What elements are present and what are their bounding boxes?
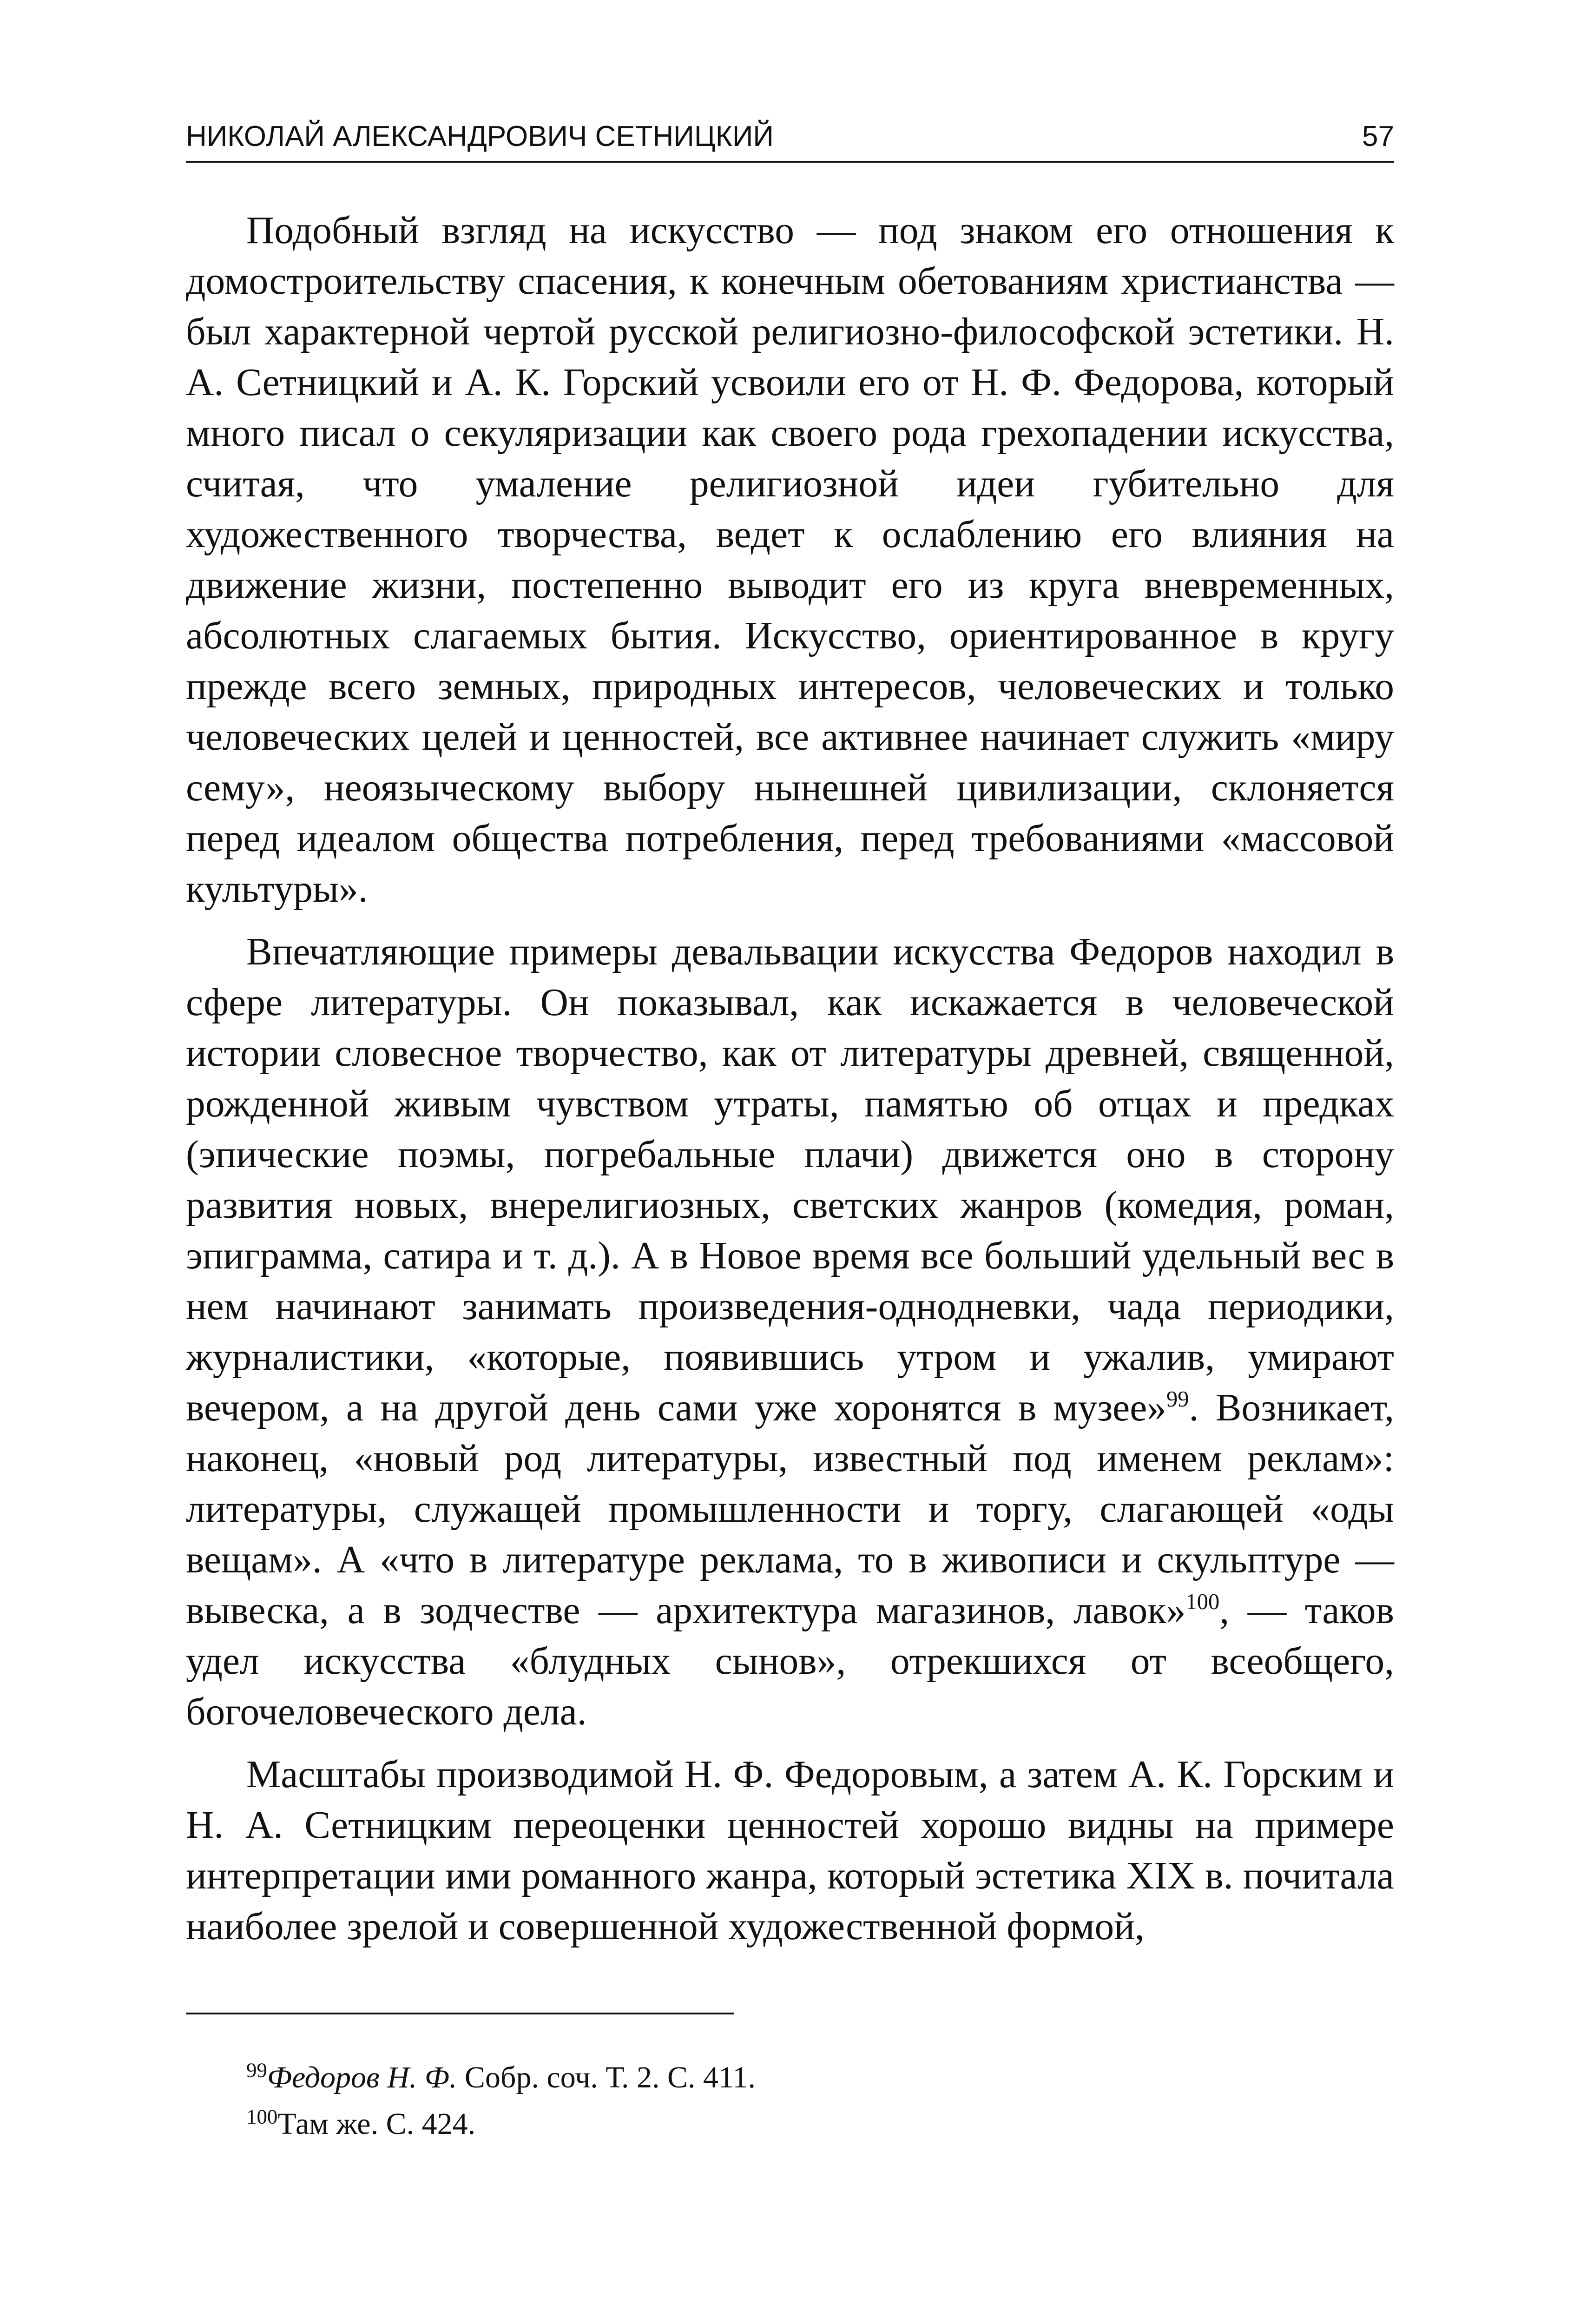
footnote-number: 99	[246, 2058, 267, 2082]
footnote-text: Там же. С. 424.	[277, 2107, 476, 2141]
footnote-99	[186, 2054, 1394, 2101]
page-number: 57	[1362, 120, 1394, 152]
running-head	[186, 121, 1394, 163]
paragraph-2-part-3: , — таков удел искусства «блудных сынов», отрекшихся от всеобщего, богочеловеческого дела.	[186, 1589, 1394, 1734]
footnote-number: 100	[246, 2105, 278, 2128]
paragraph-2	[186, 927, 1394, 1737]
footnote-ref-100[interactable]: 100	[1185, 1590, 1220, 1615]
footnote-text: Собр. соч. Т. 2. С. 411.	[457, 2060, 756, 2094]
paragraph-2-part-2: . Возникает, наконец, «новый род литературы, известный под именем реклам»: литературы, служащей промышленности и торгу, слагающей «оды вещам». А «что в литературе реклама, то в живописи и скульптуре — вывеска, а в зодчестве — архитектура магазинов, лавок»	[186, 1386, 1395, 1632]
footnote-100	[186, 2101, 1394, 2147]
main-text	[186, 205, 1394, 1952]
running-title: НИКОЛАЙ АЛЕКСАНДРОВИЧ СЕТНИЦКИЙ	[186, 120, 774, 152]
footnote-ref-99[interactable]: 99	[1166, 1387, 1189, 1412]
book-page	[186, 121, 1394, 2259]
paragraph-2-part-1: Впечатляющие примеры девальвации искусства Федоров находил в сфере литературы. Он показывал, как искажается в человеческой истории словесное творчество, как от литературы древней, священной, рожденной живым чувством утраты, памятью об отцах и предках (эпические поэмы, погребальные плачи) движется оно в сторону развития новых, внерелигиозных, светских жанров (комедия, роман, эпиграмма, сатира и т. д.). А в Новое время все больший удельный вес в нем начинают занимать произведения-однодневки, чада периодики, журналистики, «которые, появившись утром и ужалив, умирают вечером, а на другой день сами уже хоронятся в музее»	[186, 931, 1394, 1430]
footnote-author: Федоров Н. Ф.	[267, 2060, 457, 2094]
footnotes	[186, 2054, 1394, 2147]
paragraph-1: Подобный взгляд на искусство — под знаком его отношения к домостроительству спасения, к конечным обетованиям христианства — был характерной чертой русской религиозно-философской эстетики. Н. А. Сетницкий и А. К. Горский усвоили его от Н. Ф. Федорова, который много писал о секуляризации как своего рода грехопадении искусства, считая, что умаление религиозной идеи губительно для художественного творчества, ведет к ослаблению его влияния на движение жизни, постепенно выводит его из круга вневременных, абсолютных слагаемых бытия. Искусство, ориентированное в кругу прежде всего земных, природных интересов, человеческих и только человеческих целей и ценностей, все активнее начинает служить «миру сему», неоязыческому выбору нынешней цивилизации, склоняется перед идеалом общества потребления, перед требованиями «массовой культуры».	[186, 209, 1394, 911]
footnote-divider	[186, 2013, 734, 2014]
paragraph-3: Масштабы производимой Н. Ф. Федоровым, а затем А. К. Горским и Н. А. Сетницким переоценки ценностей хорошо видны на примере интерпретации ими романного жанра, который эстетика XIX в. почитала наиболее зрелой и совершенной художественной формой,	[186, 1753, 1394, 1948]
